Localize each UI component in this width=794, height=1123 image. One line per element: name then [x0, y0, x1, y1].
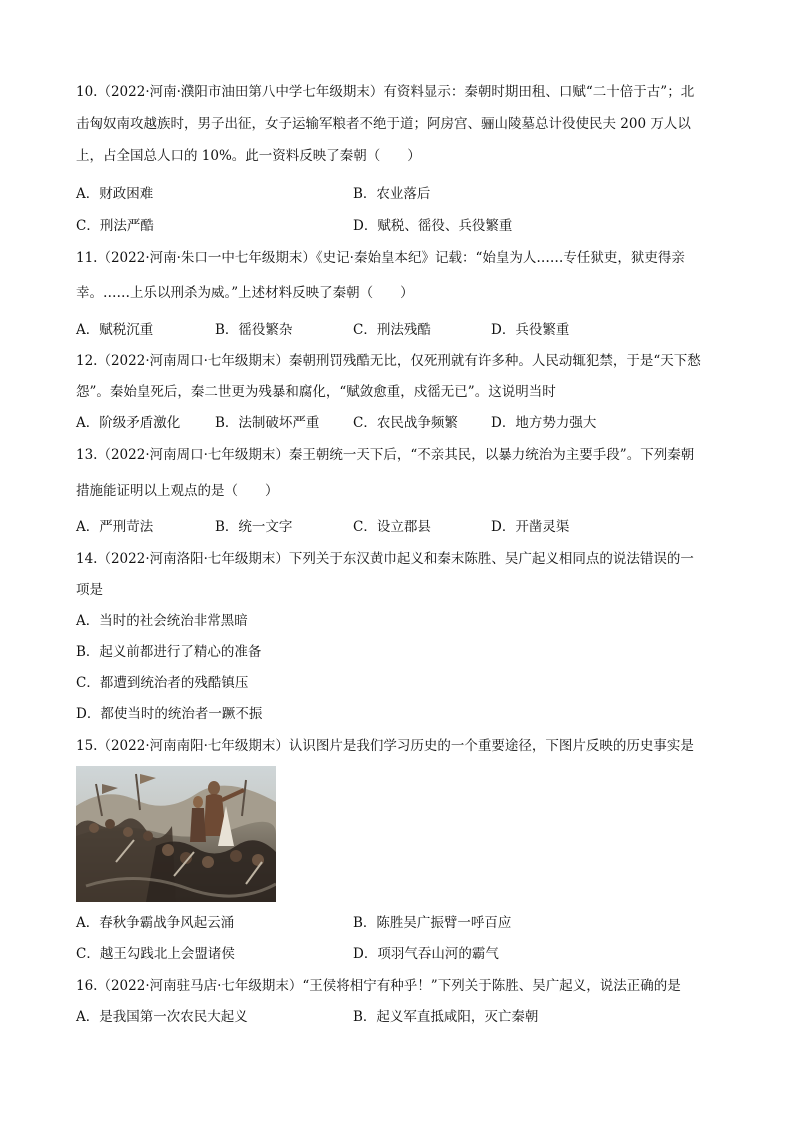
- q13-option-b[interactable]: B．统一文字: [215, 519, 293, 535]
- q13-option-d[interactable]: D．开凿灵渠: [491, 519, 570, 535]
- q13-stem-line-1: 13.（2022·河南周口·七年级期末）秦王朝统一天下后，“不亲其民，以暴力统治为主要手段”。下列秦朝: [76, 447, 695, 463]
- q14-stem-line-2: 项是: [76, 582, 103, 598]
- q12-stem-line-2: 怨”。秦始皇死后，秦二世更为残暴和腐化，“赋敛愈重，戍徭无已”。这说明当时: [76, 384, 556, 400]
- q10-stem-line-3: 上，占全国总人口的 10%。此一资料反映了秦朝（ ）: [76, 148, 421, 164]
- q10-option-d[interactable]: D．赋税、徭役、兵役繁重: [353, 218, 513, 234]
- q13-option-c[interactable]: C．设立郡县: [353, 519, 431, 535]
- q11-option-d[interactable]: D．兵役繁重: [491, 322, 570, 338]
- q12-stem-line-1: 12.（2022·河南周口·七年级期末）秦朝刑罚残酷无比，仅死刑就有许多种。人民动辄犯禁，于是“天下愁: [76, 353, 701, 369]
- q16-option-b[interactable]: B．起义军直抵咸阳，灭亡秦朝: [353, 1009, 539, 1025]
- q14-option-b[interactable]: B．起义前都进行了精心的准备: [76, 644, 262, 660]
- q14-stem-line-1: 14.（2022·河南洛阳·七年级期末）下列关于东汉黄巾起义和秦末陈胜、吴广起义相同点的说法错误的一: [76, 551, 694, 567]
- q11-stem-line-1: 11.（2022·河南·朱口一中七年级期末）《史记·秦始皇本纪》记载：“始皇为人……专任狱吏，狱吏得亲: [76, 250, 685, 266]
- q10-option-c[interactable]: C．刑法严酷: [76, 218, 154, 234]
- q12-option-a[interactable]: A．阶级矛盾激化: [76, 415, 181, 431]
- q14-option-c[interactable]: C．都遭到统治者的残酷镇压: [76, 675, 249, 691]
- q16-option-a[interactable]: A．是我国第一次农民大起义: [76, 1009, 248, 1025]
- q15-stem-line-1: 15.（2022·河南南阳·七年级期末）认识图片是我们学习历史的一个重要途径，下图片反映的历史事实是: [76, 738, 694, 754]
- q10-stem-line-2: 击匈奴南攻越族时，男子出征，女子运输军粮者不绝于道；阿房宫、骊山陵墓总计役使民夫 200 万人以: [76, 116, 691, 132]
- q15-option-b[interactable]: B．陈胜吴广振臂一呼百应: [353, 915, 512, 931]
- uprising-illustration: [76, 766, 276, 902]
- q10-option-b[interactable]: B．农业落后: [353, 186, 431, 202]
- q15-option-c[interactable]: C．越王勾践北上会盟诸侯: [76, 946, 235, 962]
- q12-option-b[interactable]: B．法制破坏严重: [215, 415, 320, 431]
- q10-option-a[interactable]: A．财政困难: [76, 186, 154, 202]
- q12-option-c[interactable]: C．农民战争频繁: [353, 415, 458, 431]
- q11-stem-line-2: 幸。……上乐以刑杀为威。”上述材料反映了秦朝（ ）: [76, 285, 414, 301]
- q13-stem-line-2: 措施能证明以上观点的是（ ）: [76, 483, 279, 499]
- q15-option-a[interactable]: A．春秋争霸战争风起云涌: [76, 915, 235, 931]
- q12-option-d[interactable]: D．地方势力强大: [491, 415, 597, 431]
- q14-option-a[interactable]: A．当时的社会统治非常黑暗: [76, 613, 248, 629]
- q11-option-a[interactable]: A．赋税沉重: [76, 322, 154, 338]
- q11-option-b[interactable]: B．徭役繁杂: [215, 322, 293, 338]
- q13-option-a[interactable]: A．严刑苛法: [76, 519, 154, 535]
- q10-stem-line-1: 10.（2022·河南·濮阳市油田第八中学七年级期末）有资料显示：秦朝时期田租、口赋“二十倍于古”；北: [76, 84, 695, 100]
- q16-stem-line-1: 16.（2022·河南驻马店·七年级期末）“王侯将相宁有种乎！”下列关于陈胜、吴广起义，说法正确的是: [76, 978, 681, 994]
- q14-option-d[interactable]: D．都使当时的统治者一蹶不振: [76, 706, 263, 722]
- q15-option-d[interactable]: D．项羽气吞山河的霸气: [353, 946, 499, 962]
- q11-option-c[interactable]: C．刑法残酷: [353, 322, 431, 338]
